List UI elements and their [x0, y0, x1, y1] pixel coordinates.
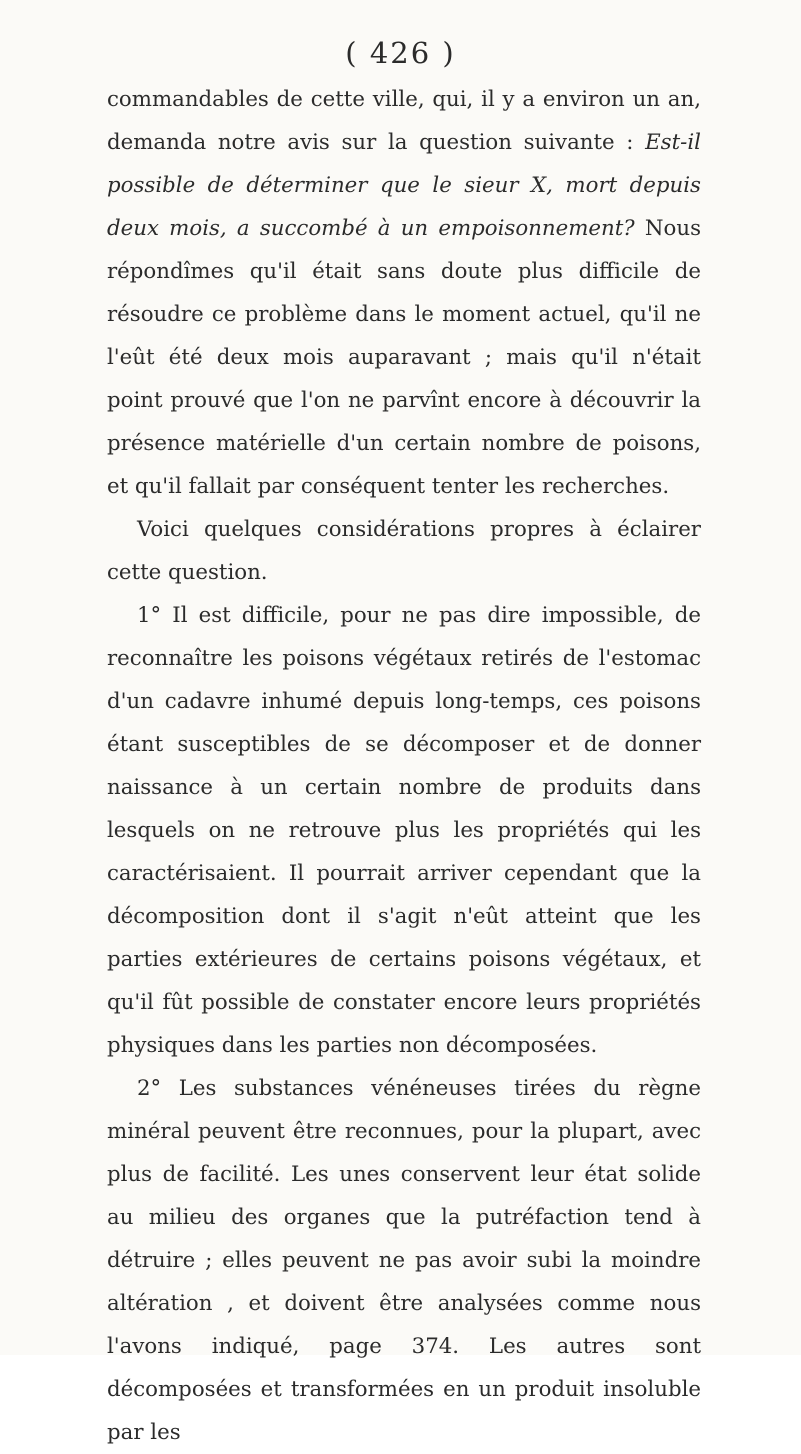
page-number: ( 426 ) — [345, 36, 456, 70]
paragraph-point-2: 2° Les substances vénéneuses tirées du règne minéral peuvent être reconnues, pour la plupart, avec plus de facilité. Les unes conservent leur état solide au milieu des organes que la putréfaction tend à détruire ; elles peuvent ne pas avoir subi la moindre altération , et doivent être analysées comme nous l'avons indiqué, page 374. Les autres sont décomposées et transformées en un produit insoluble par les — [107, 1076, 701, 1445]
paragraph-point-1: 1° Il est difficile, pour ne pas dire impossible, de reconnaître les poisons végétaux retirés de l'estomac d'un cadavre inhumé depuis long-temps, ces poisons étant susceptibles de se décomposer et de donner naissance à un certain nombre de produits dans lesquels on ne retrouve plus les propriétés qui les caractérisaient. Il pourrait arriver cependant que la décomposition dont il s'agit n'eût atteint que les parties extérieures de certains poisons végétaux, et qu'il fût possible de constater encore leurs propriétés physiques dans les parties non décomposées. — [107, 603, 701, 1058]
page-body — [107, 78, 701, 1454]
intro-text: commandables de cette ville, qui, il y a environ un an, demanda notre avis sur la question suivante : — [107, 87, 701, 155]
paragraph-intro — [107, 78, 701, 508]
paragraph-considerations: Voici quelques considérations propres à éclairer cette question. — [107, 517, 701, 585]
answer-text: Nous répondîmes qu'il était sans doute plus difficile de résoudre ce problème dans le moment actuel, qu'il ne l'eût été deux mois auparavant ; mais qu'il n'était point prouvé que l'on ne parvînt encore à découvrir la présence matérielle d'un certain nombre de poisons, et qu'il fallait par conséquent tenter les recherches. — [107, 216, 702, 499]
question-italic: Est-il possible de déterminer que le sieur X, mort depuis deux mois, a succombé à un empoisonnement? — [107, 130, 701, 241]
